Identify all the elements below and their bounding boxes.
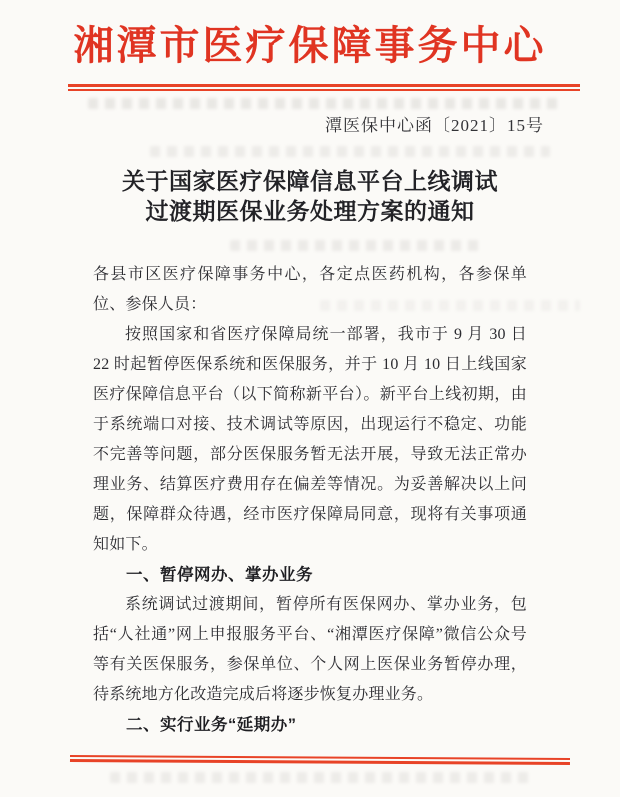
- scan-artifact: [150, 146, 550, 157]
- scan-artifact: [110, 772, 530, 783]
- footer-rule: [70, 755, 570, 765]
- letterhead-org-name: 湘潭市医疗保障事务中心: [73, 23, 547, 68]
- section-heading-1: 一、暂停网办、掌办业务: [126, 566, 313, 584]
- paragraph-section-1: 系统调试过渡期间，暂停所有医保网办、掌办业务，包括“人社通”网上申报服务平台、“湘潭医疗保障”微信公众号等有关医保服务，参保单位、个人网上医保业务暂停办理，待系统地方化改造完成后将逐步恢复办理业务。: [93, 596, 527, 703]
- document-body: [93, 260, 527, 740]
- document-title-line1: 关于国家医疗保障信息平台上线调试: [122, 169, 498, 194]
- salutation: 各县市区医疗保障事务中心，各定点医药机构，各参保单位、参保人员：: [93, 266, 527, 313]
- section-heading-2: 二、实行业务“延期办”: [126, 716, 297, 734]
- letterhead-rule: [68, 84, 580, 91]
- scan-artifact: [88, 98, 558, 109]
- document-number: 潭医保中心函〔2021〕15号: [325, 116, 544, 135]
- document-title: [0, 167, 620, 227]
- scan-artifact: [230, 240, 480, 251]
- scan-artifact: [320, 300, 580, 311]
- document-title-line2: 过渡期医保业务处理方案的通知: [145, 199, 475, 224]
- paragraph-intro: 按照国家和省医疗保障局统一部署，我市于 9 月 30 日 22 时起暂停医保系统和医保服务，并于 10 月 10 日上线国家医疗保障信息平台（以下简称新平台）。新平台上线初期，由于系统端口对接、技术调试等原因，出现运行不稳定、功能不完善等问题，部分医保服务暂无法开展，导致无法正常办理业务、结算医疗费用存在偏差等情况。为妥善解决以上问题，保障群众待遇，经市医疗保障局同意，现将有关事项通知如下。: [93, 326, 527, 553]
